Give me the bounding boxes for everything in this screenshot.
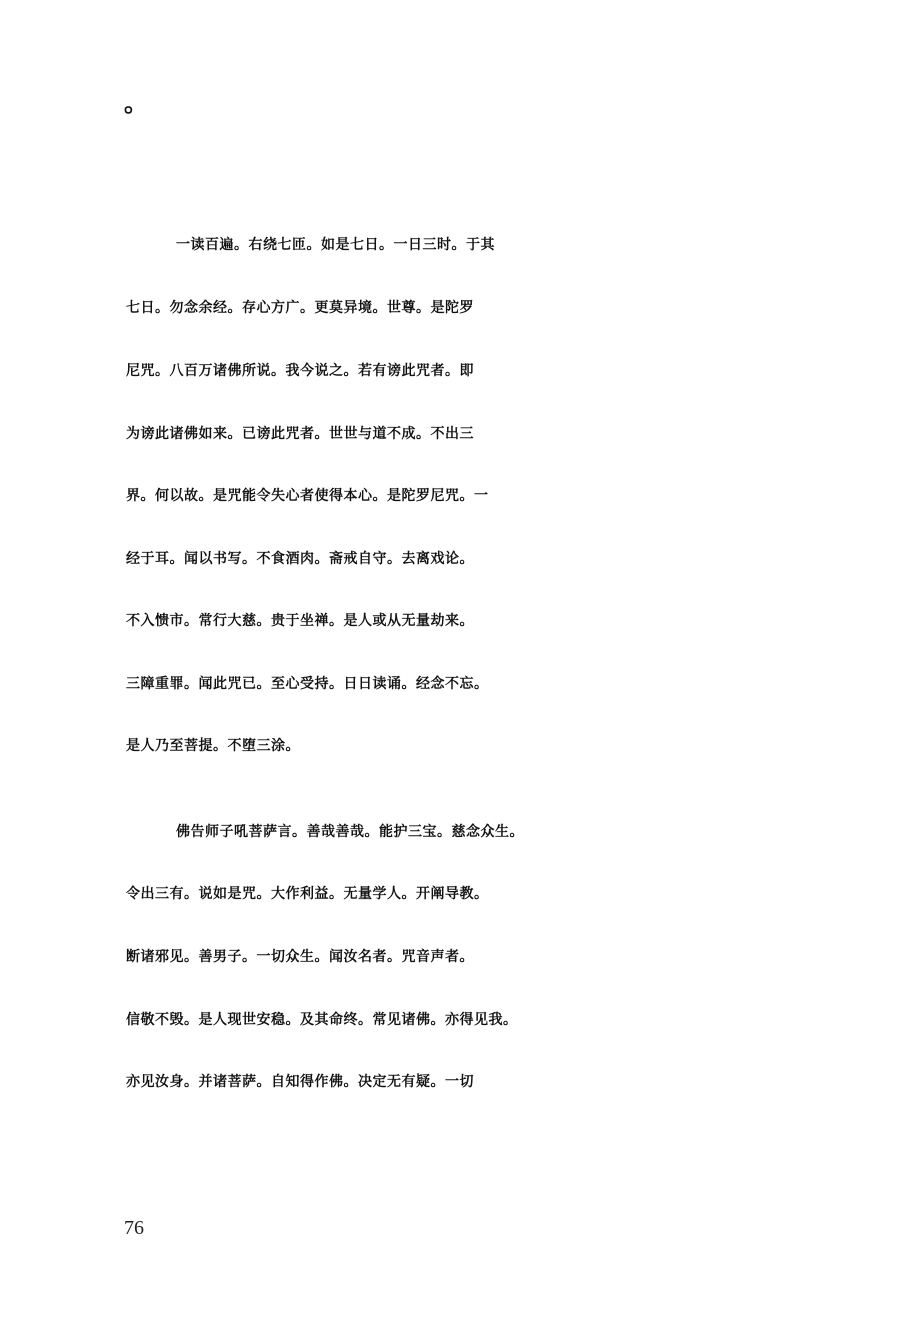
paragraph-1-line-8: 三障重罪。闻此咒已。至心受持。日日读诵。经念不忘。 [126,676,489,692]
paragraph-2-line-3: 断诸邪见。善男子。一切众生。闻汝名者。咒音声者。 [126,949,474,965]
paragraph-2-line-1: 佛告师子吼菩萨言。善哉善哉。能护三宝。慈念众生。 [176,824,524,840]
paragraph-1-line-5: 界。何以故。是咒能令失心者使得本心。是陀罗尼咒。一 [126,488,489,504]
paragraph-2-line-2: 令出三有。说如是咒。大作利益。无量学人。开阐导教。 [126,886,489,902]
page-number: 76 [124,1217,144,1239]
paragraph-1-line-9: 是人乃至菩提。不堕三涂。 [126,738,300,754]
paragraph-1-line-6: 经于耳。闻以书写。不食酒肉。斋戒自守。去离戏论。 [126,551,474,567]
paragraph-2-line-5: 亦见汝身。并诸菩萨。自知得作佛。决定无有疑。一切 [126,1074,474,1090]
paragraph-1-line-4: 为谤此诸佛如来。已谤此咒者。世世与道不成。不出三 [126,426,474,442]
leading-punctuation: 。 [124,88,148,117]
paragraph-1-line-7: 不入愦市。常行大慈。贵于坐禅。是人或从无量劫来。 [126,613,474,629]
paragraph-1-line-3: 尼咒。八百万诸佛所说。我今说之。若有谤此咒者。即 [126,363,474,379]
paragraph-1-line-1: 一读百遍。右绕七匝。如是七日。一日三时。于其 [176,237,495,253]
paragraph-1-line-2: 七日。勿念余经。存心方广。更莫异境。世尊。是陀罗 [126,300,474,316]
paragraph-2-line-4: 信敬不毁。是人现世安稳。及其命终。常见诸佛。亦得见我。 [126,1012,518,1028]
